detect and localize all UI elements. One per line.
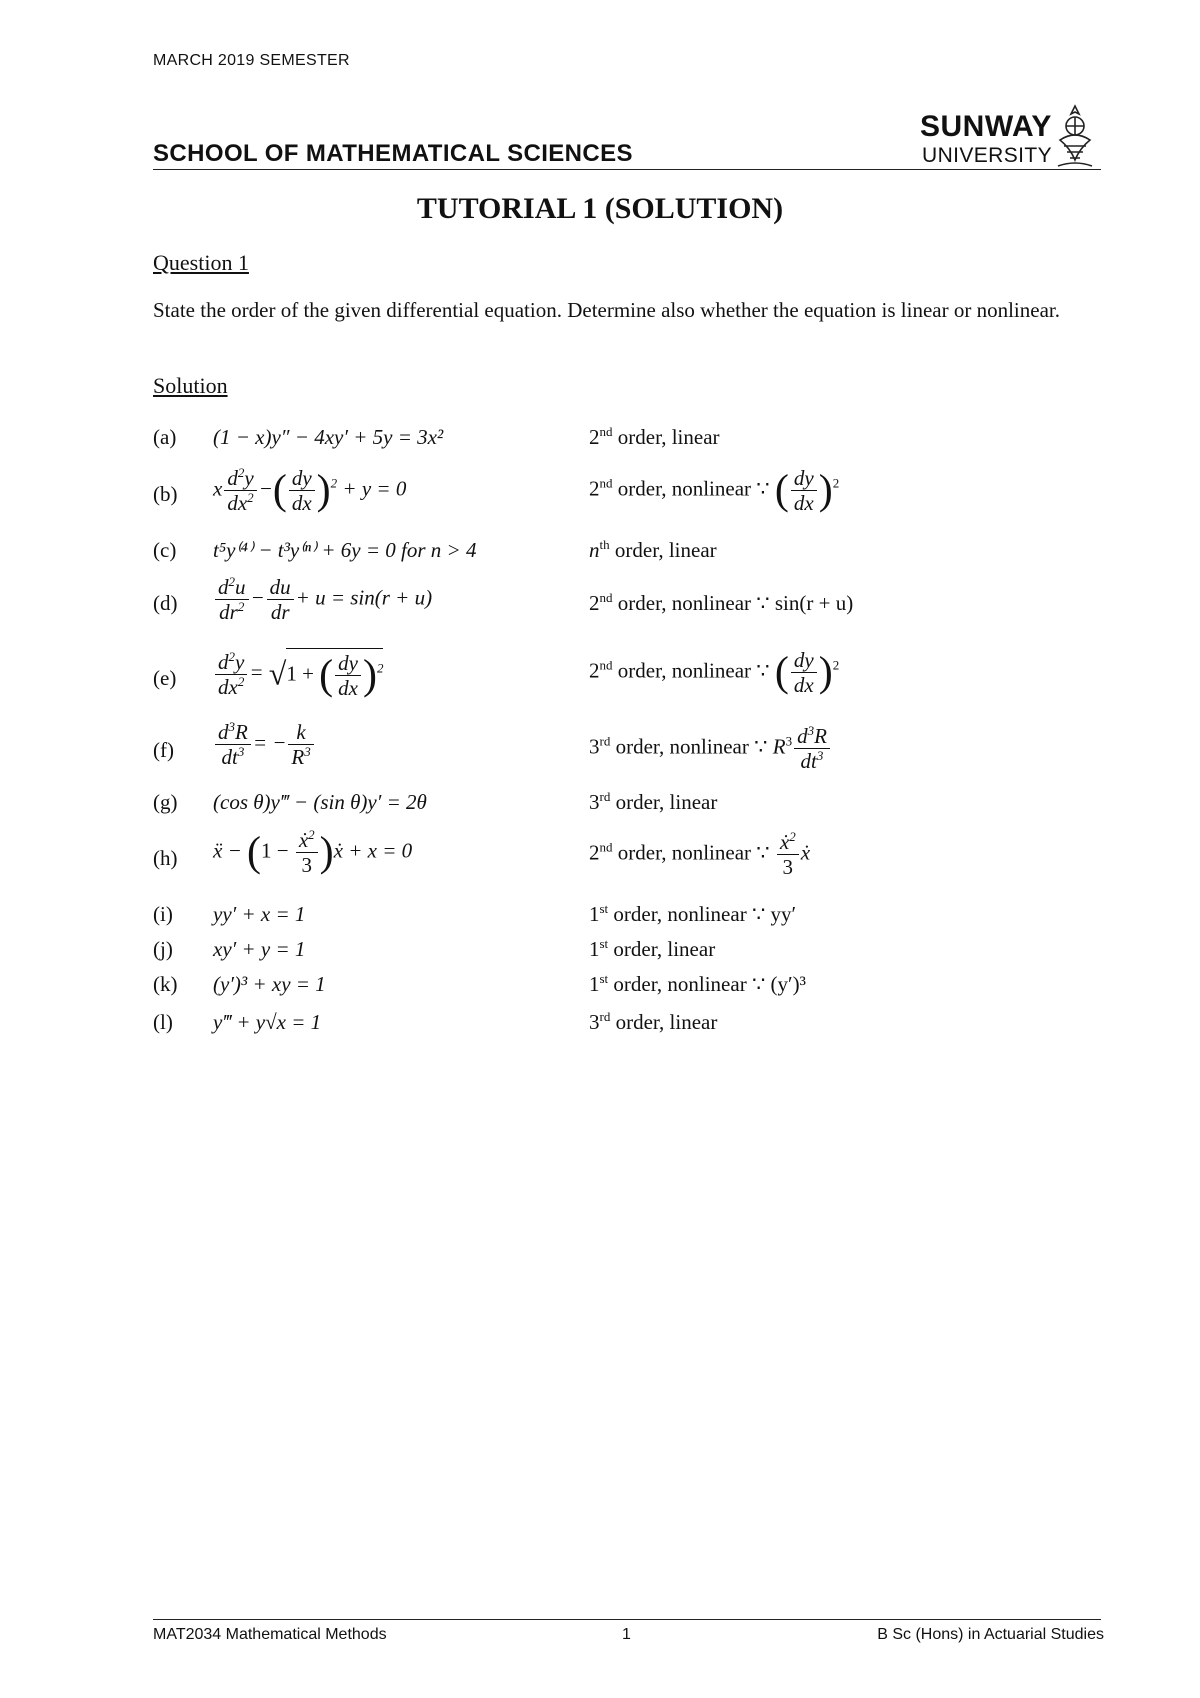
equation: (1 − x)y″ − 4xy′ + 5y = 3x² <box>213 425 444 449</box>
item-label: (c) <box>153 538 177 562</box>
equation: $\frac{d^3R}{dt^3}$ = − $\frac{k}{R^3}$ <box>213 720 316 769</box>
equation: (cos θ)y‴ − (sin θ)y′ = 2θ <box>213 790 427 814</box>
item-result: 2nd order, linear <box>589 424 720 449</box>
item-result: 2nd order, nonlinear ∵ ( $\frac{dy}{dx}$ )$^2$ <box>589 648 840 697</box>
item-label: (h) <box>153 846 178 870</box>
item-result: 2nd order, nonlinear ∵ sin(r + u) <box>589 590 854 615</box>
equation: yy′ + x = 1 <box>213 902 306 926</box>
item-label: (e) <box>153 666 177 690</box>
footer-page-number: 1 <box>622 1626 631 1643</box>
item-result: 1st order, nonlinear ∵ yy′ <box>589 901 797 926</box>
equation: $\frac{d^2y}{dx^2}$ = √1 + ( $\frac{dy}{dx}$ )$^2$ <box>213 648 383 700</box>
item-label: (a) <box>153 425 177 449</box>
item-label: (b) <box>153 482 178 506</box>
school-name: SCHOOL OF MATHEMATICAL SCIENCES <box>153 140 633 167</box>
equation: (y′)³ + xy = 1 <box>213 972 326 996</box>
solution-item-b <box>153 466 1103 526</box>
equation: xy′ + y = 1 <box>213 937 306 961</box>
solution-heading: Solution <box>153 373 228 398</box>
item-result: 1st order, nonlinear ∵ (y′)³ <box>589 971 806 996</box>
solution-item-f <box>153 718 1103 782</box>
item-label: (k) <box>153 972 178 996</box>
logo-line1: SUNWAY <box>920 110 1052 143</box>
question-heading: Question 1 <box>153 250 249 275</box>
semester-label: MARCH 2019 SEMESTER <box>153 52 350 69</box>
footer-course: MAT2034 Mathematical Methods <box>153 1626 387 1643</box>
page-title: TUTORIAL 1 (SOLUTION) <box>416 192 784 225</box>
logo-line2: UNIVERSITY <box>922 144 1053 167</box>
equation: $\frac{d^2u}{dr^2}$ − $\frac{du}{dr}$ + u = sin(r + u) <box>213 575 432 624</box>
solution-item-e <box>153 642 1103 712</box>
footer-rule <box>153 1619 1101 1620</box>
item-label: (l) <box>153 1010 173 1034</box>
item-label: (g) <box>153 790 178 814</box>
university-logo <box>902 96 1102 176</box>
item-label: (i) <box>153 902 173 926</box>
crest-icon <box>1050 100 1100 172</box>
item-result: 3rd order, nonlinear ∵ $R^3$ $\frac{d^3R}{dt^3}$ <box>589 724 832 773</box>
item-result: 2nd order, nonlinear ∵ $\frac{ẋ^2}{3}$ ẋ <box>589 829 811 879</box>
item-result: 3rd order, linear <box>589 789 718 814</box>
item-label: (j) <box>153 937 173 961</box>
item-label: (d) <box>153 591 178 615</box>
solution-item-d <box>153 575 1103 635</box>
item-label: (f) <box>153 738 174 762</box>
item-result: 2nd order, nonlinear ∵ ( $\frac{dy}{dx}$ )$^2$ <box>589 466 840 515</box>
equation: y‴ + y√x = 1 <box>213 1010 322 1034</box>
solution-item-h <box>153 826 1103 892</box>
footer-programme: B Sc (Hons) in Actuarial Studies <box>877 1626 1104 1643</box>
item-result: $n^{th}$ order, linear <box>589 537 717 562</box>
item-result: 3rd order, linear <box>589 1009 718 1034</box>
equation: x $\frac{d^2y}{dx^2}$ −( $\frac{dy}{dx}$ )$^2$ + y = 0 <box>213 465 407 515</box>
equation: t⁵y⁽⁴⁾ − t³y⁽ⁿ⁾ + 6y = 0 for n > 4 <box>213 538 477 562</box>
question-text: State the order of the given differential equation. Determine also whether the equation is linear or nonlinear. <box>153 298 1060 322</box>
item-result: 1st order, linear <box>589 936 716 961</box>
equation: ẍ − (1 − $\frac{ẋ^2}{3}$ )ẋ + x = 0 <box>213 827 413 877</box>
